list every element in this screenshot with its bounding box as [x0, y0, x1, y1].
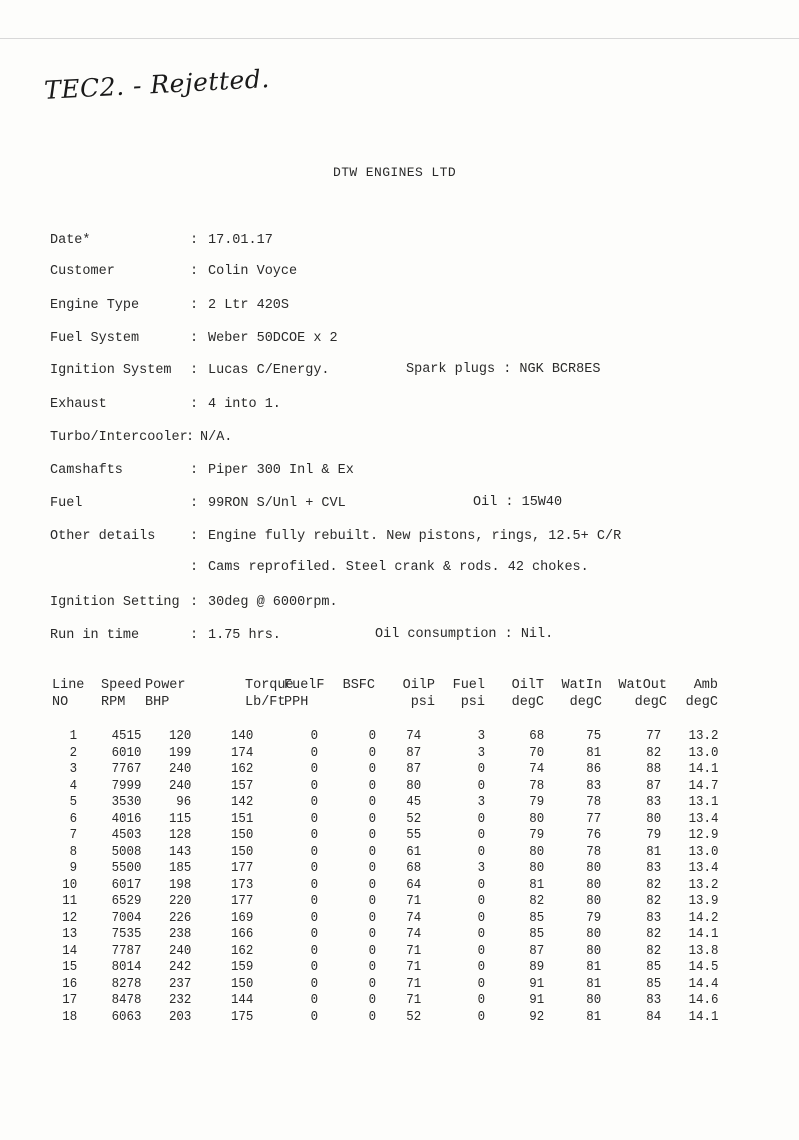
- detail-label: Ignition System: [50, 363, 172, 378]
- table-cell: 10: [62, 877, 77, 893]
- table-cell: 150: [230, 828, 253, 843]
- table-cell: 68: [406, 861, 421, 876]
- table-cell: 7767: [111, 762, 141, 777]
- header-line: Speed: [101, 678, 142, 693]
- table-cell: 150: [230, 844, 253, 860]
- detail-value: Engine fully rebuilt. New pistons, rings, 12.5+ C/R: [208, 529, 622, 544]
- table-cell: 18: [62, 1009, 77, 1025]
- table-cell: 0: [368, 976, 376, 992]
- table-cell: 74: [406, 729, 421, 744]
- table-cell: 91: [529, 976, 544, 992]
- detail-label: Fuel System: [50, 331, 140, 346]
- table-cell: 82: [646, 943, 661, 959]
- colon: :: [190, 363, 199, 378]
- table-cell: 13.2: [688, 729, 718, 744]
- table-cell: 14.1: [688, 762, 718, 777]
- table-cell: 0: [310, 762, 318, 777]
- table-cell: 81: [586, 960, 601, 975]
- table-cell: 140: [230, 729, 253, 744]
- detail-label: Camshafts: [50, 463, 123, 478]
- table-cell: 80: [529, 811, 544, 827]
- table-cell: 14.7: [688, 778, 718, 794]
- table-cell: 2: [69, 745, 77, 761]
- table-cell: 81: [586, 1009, 601, 1025]
- detail-label: Ignition Setting: [50, 595, 180, 610]
- header-line: OilP: [402, 678, 435, 693]
- table-cell: 88: [646, 762, 661, 777]
- table-cell: 0: [477, 927, 485, 942]
- table-cell: 11: [62, 894, 77, 909]
- table-cell: 3: [69, 762, 77, 777]
- page-edge: [0, 38, 799, 39]
- header-line: degC: [634, 695, 667, 710]
- table-cell: 74: [406, 927, 421, 942]
- table-cell: 0: [477, 811, 485, 827]
- table-cell: 151: [230, 811, 253, 827]
- column-header: [101, 677, 142, 711]
- table-cell: 80: [646, 811, 661, 827]
- table-cell: 78: [586, 844, 601, 860]
- table-cell: 86: [586, 762, 601, 777]
- table-cell: 68: [529, 729, 544, 744]
- header-line: PPH: [284, 695, 309, 710]
- table-cell: 173: [230, 877, 253, 893]
- table-cell: 7999: [111, 778, 141, 794]
- detail-label: Other details: [50, 529, 156, 544]
- table-cell: 12: [62, 910, 77, 926]
- table-cell: 14.2: [688, 910, 718, 926]
- table-cell: 75: [586, 729, 601, 744]
- table-cell: 232: [168, 993, 191, 1008]
- table-cell: 80: [406, 778, 421, 794]
- table-cell: 81: [529, 877, 544, 893]
- table-cell: 7: [69, 828, 77, 843]
- header-line: degC: [685, 695, 718, 710]
- table-cell: 237: [168, 976, 191, 992]
- detail-value: Cams reprofiled. Steel crank & rods. 42 chokes.: [208, 560, 589, 575]
- table-cell: 198: [168, 877, 191, 893]
- table-cell: 82: [646, 894, 661, 909]
- table-cell: 0: [368, 894, 376, 909]
- colon: :: [190, 397, 199, 412]
- column-header: [52, 677, 84, 711]
- table-cell: 0: [368, 811, 376, 827]
- table-cell: 0: [368, 745, 376, 761]
- table-cell: 4503: [111, 828, 141, 843]
- table-cell: 0: [310, 1009, 318, 1025]
- table-cell: 81: [646, 844, 661, 860]
- table-cell: 0: [310, 861, 318, 876]
- table-cell: 0: [368, 844, 376, 860]
- table-cell: 6017: [111, 877, 141, 893]
- table-cell: 13.9: [688, 894, 718, 909]
- table-cell: 0: [310, 795, 318, 810]
- table-cell: 77: [646, 729, 661, 744]
- header-line: Fuel: [452, 678, 485, 693]
- colon: :: [190, 560, 199, 575]
- column-header: [145, 677, 186, 711]
- table-cell: 3: [477, 861, 485, 876]
- table-cell: 85: [646, 960, 661, 975]
- table-cell: 120: [168, 729, 191, 744]
- colon: :: [190, 298, 199, 313]
- table-cell: 78: [529, 778, 544, 794]
- column-header: [618, 677, 667, 711]
- table-cell: 0: [310, 910, 318, 926]
- table-cell: 162: [230, 943, 253, 959]
- table-cell: 0: [310, 745, 318, 761]
- table-cell: 0: [477, 976, 485, 992]
- table-cell: 80: [529, 844, 544, 860]
- table-cell: 52: [406, 1009, 421, 1025]
- header-line: psi: [410, 695, 435, 710]
- colon: :: [190, 331, 199, 346]
- table-cell: 0: [368, 927, 376, 942]
- table-cell: 71: [406, 960, 421, 975]
- table-cell: 61: [406, 844, 421, 860]
- table-cell: 87: [406, 762, 421, 777]
- colon: :: [190, 628, 199, 643]
- table-cell: 52: [406, 811, 421, 827]
- detail-value: 30deg @ 6000rpm.: [208, 595, 338, 610]
- oil-consumption: Oil consumption : Nil.: [375, 627, 554, 642]
- table-cell: 0: [368, 960, 376, 975]
- detail-value: N/A.: [200, 430, 233, 445]
- header-line: NO: [52, 695, 69, 710]
- table-cell: 185: [168, 861, 191, 876]
- table-cell: 45: [406, 795, 421, 810]
- detail-label: Run in time: [50, 628, 140, 643]
- detail-label: Exhaust: [50, 397, 107, 412]
- header-line: RPM: [101, 695, 126, 710]
- table-cell: 96: [176, 795, 191, 810]
- table-cell: 80: [586, 894, 601, 909]
- table-cell: 177: [230, 894, 253, 909]
- table-cell: 0: [368, 943, 376, 959]
- table-cell: 0: [310, 943, 318, 959]
- header-line: WatOut: [618, 678, 667, 693]
- table-cell: 84: [646, 1009, 661, 1025]
- column-header: [284, 677, 325, 711]
- header-line: OilT: [511, 678, 544, 693]
- table-cell: 3530: [111, 795, 141, 810]
- table-cell: 159: [230, 960, 253, 975]
- table-cell: 81: [586, 745, 601, 761]
- column-header: [686, 677, 718, 711]
- table-cell: 83: [646, 795, 661, 810]
- table-cell: 82: [646, 927, 661, 942]
- detail-value: 17.01.17: [208, 233, 273, 248]
- table-cell: 220: [168, 894, 191, 909]
- table-cell: 85: [529, 927, 544, 942]
- detail-label: Customer: [50, 264, 115, 279]
- table-cell: 9: [69, 861, 77, 876]
- table-cell: 3: [477, 795, 485, 810]
- table-cell: 14.1: [688, 927, 718, 942]
- table-cell: 87: [529, 943, 544, 959]
- table-cell: 240: [168, 762, 191, 777]
- table-cell: 175: [230, 1009, 253, 1025]
- table-cell: 14.4: [688, 976, 718, 992]
- colon: :: [190, 264, 199, 279]
- table-cell: 0: [310, 811, 318, 827]
- table-cell: 83: [646, 861, 661, 876]
- table-cell: 89: [529, 960, 544, 975]
- header-line: BHP: [145, 695, 170, 710]
- table-cell: 80: [586, 927, 601, 942]
- table-cell: 85: [646, 976, 661, 992]
- table-cell: 0: [477, 993, 485, 1008]
- oil-type: Oil : 15W40: [473, 495, 563, 510]
- table-cell: 16: [62, 976, 77, 992]
- table-cell: 6063: [111, 1009, 141, 1025]
- table-cell: 0: [477, 778, 485, 794]
- table-cell: 115: [168, 811, 191, 827]
- detail-value: 2 Ltr 420S: [208, 298, 290, 313]
- table-cell: 14.5: [688, 960, 718, 975]
- table-cell: 0: [368, 729, 376, 744]
- company-title: DTW ENGINES LTD: [333, 165, 457, 180]
- table-cell: 8: [69, 844, 77, 860]
- table-cell: 8014: [111, 960, 141, 975]
- table-cell: 143: [168, 844, 191, 860]
- table-cell: 144: [230, 993, 253, 1008]
- table-cell: 13.4: [688, 811, 718, 827]
- column-header: [561, 677, 602, 711]
- detail-label: Turbo/Intercooler: [50, 430, 188, 445]
- table-cell: 14.1: [688, 1009, 718, 1025]
- table-cell: 6: [69, 811, 77, 827]
- table-cell: 85: [529, 910, 544, 926]
- table-cell: 157: [230, 778, 253, 794]
- detail-value: Piper 300 Inl & Ex: [208, 463, 354, 478]
- table-cell: 240: [168, 943, 191, 959]
- header-line: degC: [569, 695, 602, 710]
- table-cell: 3: [477, 745, 485, 761]
- table-cell: 5: [69, 795, 77, 810]
- table-cell: 79: [586, 910, 601, 926]
- table-cell: 82: [529, 894, 544, 909]
- table-cell: 71: [406, 943, 421, 959]
- table-cell: 5008: [111, 844, 141, 860]
- column-header: [512, 677, 544, 711]
- table-cell: 13.2: [688, 877, 718, 893]
- table-cell: 74: [406, 910, 421, 926]
- table-cell: 83: [646, 993, 661, 1008]
- header-line: Amb: [693, 678, 718, 693]
- table-cell: 0: [368, 993, 376, 1008]
- colon: :: [190, 496, 199, 511]
- table-cell: 0: [310, 844, 318, 860]
- detail-label: Engine Type: [50, 298, 140, 313]
- table-cell: 79: [529, 795, 544, 810]
- table-cell: 80: [586, 877, 601, 893]
- column-header: [453, 677, 485, 711]
- table-cell: 128: [168, 828, 191, 843]
- table-cell: 80: [586, 993, 601, 1008]
- table-cell: 4515: [111, 729, 141, 744]
- table-cell: 14: [62, 943, 77, 959]
- table-cell: 0: [310, 828, 318, 843]
- table-cell: 82: [646, 745, 661, 761]
- table-cell: 15: [62, 960, 77, 975]
- table-cell: 55: [406, 828, 421, 843]
- table-cell: 13: [62, 927, 77, 942]
- table-cell: 0: [310, 927, 318, 942]
- table-cell: 87: [406, 745, 421, 761]
- table-cell: 71: [406, 894, 421, 909]
- column-header: [403, 677, 435, 711]
- table-cell: 3: [477, 729, 485, 744]
- table-cell: 0: [477, 844, 485, 860]
- table-cell: 199: [168, 745, 191, 761]
- table-cell: 0: [368, 1009, 376, 1025]
- detail-value: Colin Voyce: [208, 264, 298, 279]
- table-cell: 150: [230, 976, 253, 992]
- header-line: WatIn: [561, 678, 602, 693]
- table-cell: 74: [529, 762, 544, 777]
- colon: :: [190, 233, 199, 248]
- table-cell: 12.9: [688, 828, 718, 843]
- table-cell: 0: [310, 993, 318, 1008]
- table-cell: 0: [477, 1009, 485, 1025]
- table-cell: 240: [168, 778, 191, 794]
- table-cell: 64: [406, 877, 421, 893]
- colon: :: [190, 463, 199, 478]
- handwritten-note: TEC2. - Rejetted.: [43, 64, 271, 105]
- table-cell: 7535: [111, 927, 141, 942]
- table-cell: 7787: [111, 943, 141, 959]
- table-cell: 1: [69, 729, 77, 744]
- header-line: FuelF: [284, 678, 325, 693]
- table-cell: 0: [477, 894, 485, 909]
- table-cell: 0: [477, 960, 485, 975]
- table-cell: 0: [368, 828, 376, 843]
- table-cell: 82: [646, 877, 661, 893]
- table-cell: 0: [310, 877, 318, 893]
- table-cell: 13.4: [688, 861, 718, 876]
- table-cell: 78: [586, 795, 601, 810]
- table-cell: 203: [168, 1009, 191, 1025]
- table-cell: 13.0: [688, 745, 718, 761]
- table-cell: 177: [230, 861, 253, 876]
- table-cell: 0: [368, 910, 376, 926]
- table-cell: 7004: [111, 910, 141, 926]
- table-cell: 6010: [111, 745, 141, 761]
- table-cell: 80: [586, 943, 601, 959]
- table-cell: 0: [368, 795, 376, 810]
- table-cell: 17: [62, 993, 77, 1008]
- table-cell: 174: [230, 745, 253, 761]
- table-cell: 0: [477, 943, 485, 959]
- column-header: [343, 677, 375, 694]
- detail-label: Fuel: [50, 496, 83, 511]
- detail-label: Date*: [50, 233, 91, 248]
- table-cell: 8278: [111, 976, 141, 992]
- table-cell: 0: [310, 960, 318, 975]
- table-cell: 0: [310, 729, 318, 744]
- spark-plugs: Spark plugs : NGK BCR8ES: [406, 362, 601, 377]
- header-line: BSFC: [342, 678, 375, 693]
- table-cell: 0: [368, 861, 376, 876]
- table-cell: 13.1: [688, 795, 718, 810]
- table-cell: 0: [310, 778, 318, 794]
- table-cell: 77: [586, 811, 601, 827]
- detail-value: 1.75 hrs.: [208, 628, 281, 643]
- table-cell: 79: [529, 828, 544, 843]
- colon: :: [186, 430, 195, 445]
- table-cell: 238: [168, 927, 191, 942]
- colon: :: [190, 529, 199, 544]
- table-cell: 142: [230, 795, 253, 810]
- table-cell: 79: [646, 828, 661, 843]
- header-line: Lb/Ft: [245, 695, 286, 710]
- detail-value: 99RON S/Unl + CVL: [208, 496, 346, 511]
- table-cell: 71: [406, 976, 421, 992]
- table-cell: 0: [310, 976, 318, 992]
- header-line: psi: [460, 695, 485, 710]
- header-line: Torque: [245, 678, 294, 693]
- table-cell: 0: [368, 762, 376, 777]
- table-cell: 0: [477, 828, 485, 843]
- table-cell: 166: [230, 927, 253, 942]
- table-cell: 226: [168, 910, 191, 926]
- table-cell: 14.6: [688, 993, 718, 1008]
- table-cell: 76: [586, 828, 601, 843]
- detail-value: Lucas C/Energy.: [208, 363, 330, 378]
- header-line: Power: [145, 678, 186, 693]
- detail-value: Weber 50DCOE x 2: [208, 331, 338, 346]
- table-cell: 71: [406, 993, 421, 1008]
- detail-value: 4 into 1.: [208, 397, 281, 412]
- table-cell: 0: [477, 762, 485, 777]
- table-cell: 70: [529, 745, 544, 761]
- table-cell: 87: [646, 778, 661, 794]
- table-cell: 0: [368, 877, 376, 893]
- table-cell: 92: [529, 1009, 544, 1025]
- table-cell: 81: [586, 976, 601, 992]
- colon: :: [190, 595, 199, 610]
- table-cell: 13.8: [688, 943, 718, 959]
- table-cell: 4016: [111, 811, 141, 827]
- header-line: degC: [511, 695, 544, 710]
- table-cell: 83: [586, 778, 601, 794]
- table-cell: 0: [477, 910, 485, 926]
- table-cell: 169: [230, 910, 253, 926]
- table-cell: 162: [230, 762, 253, 777]
- table-cell: 83: [646, 910, 661, 926]
- table-cell: 6529: [111, 894, 141, 909]
- table-cell: 0: [368, 778, 376, 794]
- table-cell: 4: [69, 778, 77, 794]
- table-cell: 5500: [111, 861, 141, 876]
- table-cell: 13.0: [688, 844, 718, 860]
- header-line: Line: [52, 678, 85, 693]
- table-cell: 0: [477, 877, 485, 893]
- table-cell: 242: [168, 960, 191, 975]
- table-cell: 80: [586, 861, 601, 876]
- table-cell: 0: [310, 894, 318, 909]
- table-cell: 91: [529, 993, 544, 1008]
- table-cell: 80: [529, 861, 544, 876]
- table-cell: 8478: [111, 993, 141, 1008]
